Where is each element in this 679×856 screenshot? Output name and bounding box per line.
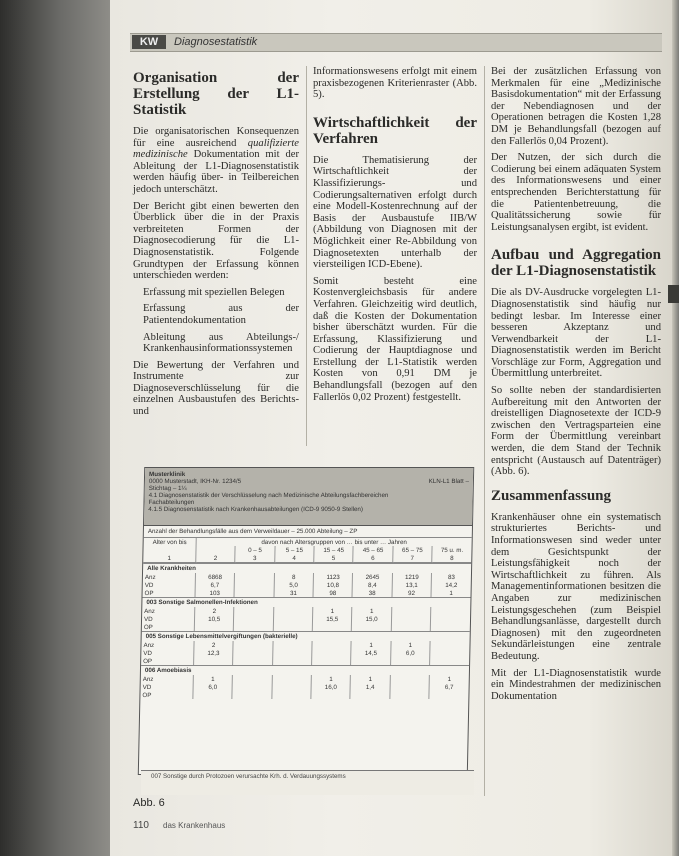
paragraph: Krankenhäuser ohne ein systematisch strukturiertes Berichts- und Informationswesen sind weder unter dem Gesichtspunkt der Leistungsfähigkeit noch der Wirtschaftlichkeit zu führen. Als Managementinformationen besitzen die Angaben zur medizinischen Leistungsgeschehen (zum Beispiel Behandlungsanlässe, dargestellt durch Diagnosen) mit den zugeordneten Sekundärleistungen eine zentrale Bedeutung. [491,511,661,662]
text-column-2 [313,66,477,408]
paragraph: Bei der zusätzlichen Erfassung von Merkmalen für eine „Medizinische Basisdokumentation“ mit der Erfassung der Nebendiagnosen und der Operationen betragen die Kosten 1,28 DM je Behandlungsfall (bezogen auf den Fallerlös 0,04 Prozent). [491,66,661,147]
section-heading: Aufbau und Aggregation der L1-Diagnosenstatistik [491,247,661,280]
table-cell: 13,1 [392,581,432,589]
table-cell: 6,0 [391,649,431,657]
paragraph: Informationswesens erfolgt mit einem praxisbezogenen Kriterienraster (Abb. 5). [313,66,477,101]
table-cell [391,607,431,615]
printout-subtitle: Anzahl der Behandlungsfälle aus dem Verweildauer – 25.000 Abteilung – ZP [144,526,472,538]
table-cell [233,641,273,649]
list-item: Ableitung aus Abteilungs-/ Krankenhausinformationssystemen [143,331,299,355]
page-number: 110 [133,820,149,831]
column-divider [484,66,485,796]
table-cell [273,641,313,649]
table-header-cell: 0 – 5 [235,546,275,554]
journal-logo: KW [132,35,166,49]
printout-hospital: Musterklinik [148,471,186,478]
table-cell [272,649,312,657]
table-cell [273,615,313,623]
list-item: Erfassung aus der Patientendokumentation [143,303,299,326]
diagnosis-group-title: 003 Sonstige Salmonellen-Infektionen [142,597,470,607]
journal-footer: das Krankenhaus [163,821,226,830]
table-cell: 83 [447,573,455,581]
diagnosis-group-table [141,641,470,665]
table-cell [272,675,312,683]
table-cell [234,607,274,615]
list-item: Erfassung mit speziellen Belegen [143,286,285,298]
paragraph: Die als DV-Ausdrucke vorgelegten L1-Diagnosenstatistik sind häufig nur bedingt lesbar. Im Interesse einer besseren Akzeptanz und Verwendbarkeit der L1-Diagnosenstatistik werden im Bericht Vorschläge zur Form, Aggregation und Übermittlung unterbreitet. [491,287,661,380]
table-cell: VD [141,649,194,657]
table-cell: 1 [449,589,453,597]
table-cell [312,641,352,649]
table-cell [234,581,274,589]
table-cell [235,573,275,581]
table-cell: 12,3 [194,649,234,657]
table-cell [273,623,313,631]
table-cell: Anz [143,573,196,581]
table-cell [234,589,274,597]
statistics-table [143,538,472,563]
table-cell [234,615,274,623]
table-cell [194,623,234,631]
table-cell [193,691,233,699]
table-cell: Anz [142,607,195,615]
table-cell: 14,2 [445,581,458,589]
table-cell: 15,0 [352,615,392,623]
section-heading: Zusammenfassung [491,487,612,504]
table-header-row [143,546,471,554]
table-cell [233,675,273,683]
table-cell: 31 [274,589,314,597]
table-cell: 103 [195,589,235,597]
table-cell: 5,0 [274,581,314,589]
table-cell: 10,8 [313,581,353,589]
table-cell [272,691,312,699]
table-header-cell: davon nach Altersgruppen von … bis unter … Jahren [261,538,407,546]
table-cell: 1 [447,675,452,683]
table-cell: 15,5 [313,615,353,623]
printout-line: 4.1 Diagnosenstatistik der Verschlüsselung nach Medizinische Abteilungsfachbereichen [148,492,389,499]
table-cell [430,649,470,657]
table-row [141,649,469,657]
table-cell [311,691,351,699]
table-row [143,589,471,597]
paragraph: Somit besteht eine Kostenvergleichsbasis für andere Verfahren. Gleichzeitig wird deutlich, daß die Kosten der Dokumentation bisher überschätzt wurden. Für die Erfassung, Klassifizierung und Codierung der Hauptdiagnose und Erstellung der L1-Statistik werden Kosten von 0,91 DM je Behandlungsfall (bezogen auf den Fallerlös 0,02 Prozent) festgestellt. [313,275,477,403]
diagnosis-group-table [142,607,471,631]
table-row [141,675,469,683]
table-cell [233,657,273,665]
table-cell: 1 [311,675,351,683]
table-row [143,581,471,589]
table-cell [232,691,272,699]
header-title: Diagnosestatistik [174,36,258,48]
table-cell [350,691,390,699]
table-row [141,657,469,665]
table-cell: 2645 [353,573,393,581]
text-column-3 [491,66,661,707]
table-cell [430,657,470,665]
diagnosis-groups [140,563,471,699]
table-cell: 8,4 [353,581,393,589]
table-row [141,641,469,649]
paragraph: So sollte neben der standardisierten Aufbereitung mit den Antworten der dreistelligen Diagnosetexte der ICD-9 zwischen den Vertragsparteien eine Form der Übermittlung vereinbart werden, die dem Stand der Technik entspricht (Austausch auf Datenträger) (Abb. 6). [491,385,661,478]
column-divider [306,66,307,446]
table-cell: 92 [392,589,432,597]
paragraph: Die organisatorischen Konsequenzen für eine ausreichend qualifizierte medizinische Dokumentation mit der Ableitung der L1-Diagnosenstatistik werden häufig über- in Teilbereichen jedoch unterschätzt. [133,126,299,195]
table-cell: VD [142,615,195,623]
table-cell: 1219 [392,573,432,581]
table-cell [312,649,352,657]
table-cell [391,615,431,623]
table-cell [273,607,313,615]
table-cell: 6,7 [444,683,454,691]
table-cell: 1 [351,675,391,683]
torn-printout-edge [141,770,474,795]
table-cell: 16,0 [311,683,351,691]
printout-date: Stichtag – 1¼ [148,485,187,492]
table-cell [390,683,430,691]
table-cell [391,623,431,631]
table-row [142,607,470,615]
table-cell: VD [143,581,196,589]
table-cell [272,657,312,665]
table-cell: 1 [313,607,353,615]
table-cell: 1,4 [350,683,390,691]
table-cell: 98 [313,589,353,597]
table-cell: 38 [352,589,392,597]
table-header-cell: 45 – 65 [353,546,393,554]
table-cell [390,691,430,699]
paragraph: Die Thematisierung der Wirtschaftlichkeit der Klassifizierungs- und Codierungsalternativen erfolgt durch eine Modell-Kostenrechnung auf der Basis der Ausbaustufe IIB/W (Abbildung von Diagnosen mit der Möglichkeit einer Re-Abbildung von Diagnosetexten unterhalb der viersteiligen ICD-Ebene). [313,154,477,271]
table-header-row [144,538,472,546]
table-cell [430,623,470,631]
page-edge [672,0,679,856]
table-cell [351,657,391,665]
table-cell [390,675,430,683]
printout-header [144,468,473,526]
table-cell [352,623,392,631]
section-heading: Organisation der Erstellung der L1-Statistik [133,70,299,118]
table-cell [431,607,471,615]
diagnosis-group-table [143,573,472,597]
table-cell: 8 [274,573,314,581]
table-header-cell: 15 – 45 [314,546,354,554]
table-row [141,683,469,691]
diagnosis-group-title: 005 Sonstige Lebensmittelvergiftungen (bakterielle) [142,631,470,641]
table-cell [234,623,274,631]
table-cell: 6,0 [193,683,233,691]
table-cell: Anz [141,675,194,683]
table-cell [390,657,430,665]
paragraph: Der Nutzen, der sich durch die Codierung bei einem adäquaten System des Informationswesens und einer entsprechenden Berichterstattung für die Patientenbetreuung, die Qualitätssicherung sowie für Leistungsanalysen ergibt, ist evident. [491,152,661,233]
table-cell: 6868 [195,573,235,581]
diagnosis-group-title: 006 Amoebiasis [141,665,469,675]
table-header-cell: 75 u. m. [440,546,464,554]
figure-caption: Abb. 6 [133,797,165,809]
table-header-cell: 65 – 75 [393,546,433,554]
column-number-row: 1 2 3 4 5 6 7 8 [143,554,471,563]
table-cell [312,657,352,665]
table-cell [431,615,471,623]
figure-statistics-printout [138,467,474,775]
table-cell: Anz [141,641,194,649]
printout-line: 4.1.5 Diagnosenstatistik nach Krankenhausabteilungen (ICD-9 9050-9 Stellen) [148,506,364,513]
table-cell: 2 [194,641,234,649]
table-cell: 10,5 [194,615,234,623]
printout-line: 007 Sonstige durch Protozoen verursachte Krh. d. Verdauungssystems [151,773,346,780]
table-cell [233,649,273,657]
printout-line: Fachabteilungen [148,499,195,506]
diagnosis-group-table [140,675,469,699]
table-row [142,623,470,631]
table-row [140,691,468,699]
table-cell: OP [140,691,193,699]
paragraph: Mit der L1-Diagnosenstatistik wurde ein Mindestrahmen der medizinischen Dokumentation [491,667,661,702]
table-cell: 2 [195,607,235,615]
table-cell: OP [142,623,195,631]
table-cell [312,623,352,631]
table-cell: 6,7 [195,581,235,589]
table-cell: 1 [193,675,233,683]
scan-shadow [0,0,110,856]
table-header-cell: 5 – 15 [275,546,315,554]
table-cell [194,657,234,665]
section-heading: Wirtschaftlichkeit der Verfahren [313,114,477,147]
table-cell: 14,5 [351,649,391,657]
diagnosis-group-title: Alle Krankheiten [143,563,471,573]
table-cell: 1 [351,641,391,649]
table-row [143,573,471,581]
running-header [130,33,662,52]
table-cell [272,683,312,691]
table-cell [430,641,470,649]
section-tab-marker [668,285,679,303]
table-cell: VD [141,683,194,691]
table-cell: OP [141,657,194,665]
text-column-1 [133,70,299,423]
table-row [142,615,470,623]
table-header-cell: Alter von bis [144,538,197,546]
paragraph: Der Bericht gibt einen bewerten den Überblick über die in der Praxis verbreiteten Formen der Diagnosecodierung für die L1-Diagnosenstatistik. Folgende Grundtypen der Erfassung können unterschieden werden: [133,200,299,282]
printout-sheet: KLN-L1 Blatt – [428,478,469,485]
table-cell: 1 [391,641,431,649]
table-cell: 1123 [313,573,353,581]
paragraph: Die Bewertung der Verfahren und Instrumente zur Diagnoseverschlüsselung für die einzelnen Ausbaustufen des Berichts- und [133,359,299,418]
table-cell [429,691,469,699]
table-cell: 1 [352,607,392,615]
table-cell [232,683,272,691]
table-cell: OP [143,589,196,597]
printout-address: 0000 Musterstadt, IKH-Nr. 1234/5 [148,478,242,485]
